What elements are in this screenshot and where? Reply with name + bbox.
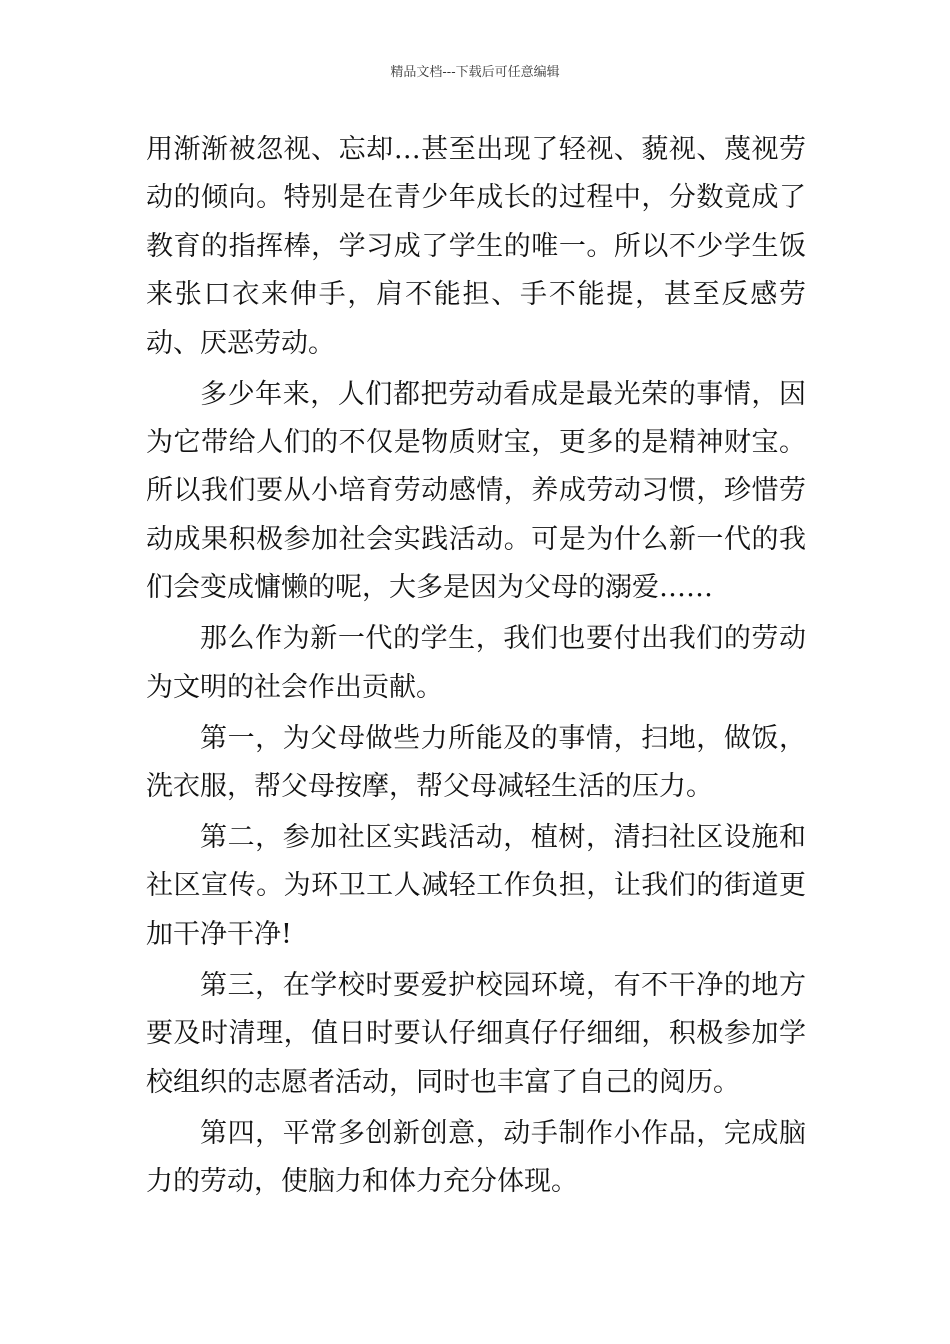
paragraph: 第一，为父母做些力所能及的事情，扫地，做饭，洗衣服，帮父母按摩，帮父母减轻生活的压力。 <box>146 722 806 803</box>
page-header: 精品文档---下载后可任意编辑 <box>390 65 560 80</box>
paragraph: 多少年来，人们都把劳动看成是最光荣的事情，因为它带给人们的不仅是物质财宝，更多的是精神财宝。所以我们要从小培育劳动感情，养成劳动习惯，珍惜劳动成果积极参加社会实践活动。可是为什么新一代的我们会变成慵懒的呢，大多是因为父母的溺爱…… <box>146 378 806 604</box>
paragraph: 第四，平常多创新创意，动手制作小作品，完成脑力的劳动，使脑力和体力充分体现。 <box>146 1117 806 1198</box>
paragraph: 第三，在学校时要爱护校园环境，有不干净的地方要及时清理，值日时要认仔细真仔仔细细，积极参加学校组织的志愿者活动，同时也丰富了自己的阅历。 <box>146 969 806 1098</box>
paragraph: 那么作为新一代的学生，我们也要付出我们的劳动为文明的社会作出贡献。 <box>146 623 806 703</box>
paragraph: 用渐渐被忽视、忘却…甚至出现了轻视、藐视、蔑视劳动的倾向。特别是在青少年成长的过程中，分数竟成了教育的指挥棒，学习成了学生的唯一。所以不少学生饭来张口衣来伸手，肩不能担、手不能提，甚至反感劳动、厌恶劳动。 <box>146 134 806 359</box>
paragraph: 第二，参加社区实践活动，植树，清扫社区设施和社区宣传。为环卫工人减轻工作负担，让我们的街道更加干净干净! <box>146 822 806 950</box>
document-body <box>146 126 806 1207</box>
